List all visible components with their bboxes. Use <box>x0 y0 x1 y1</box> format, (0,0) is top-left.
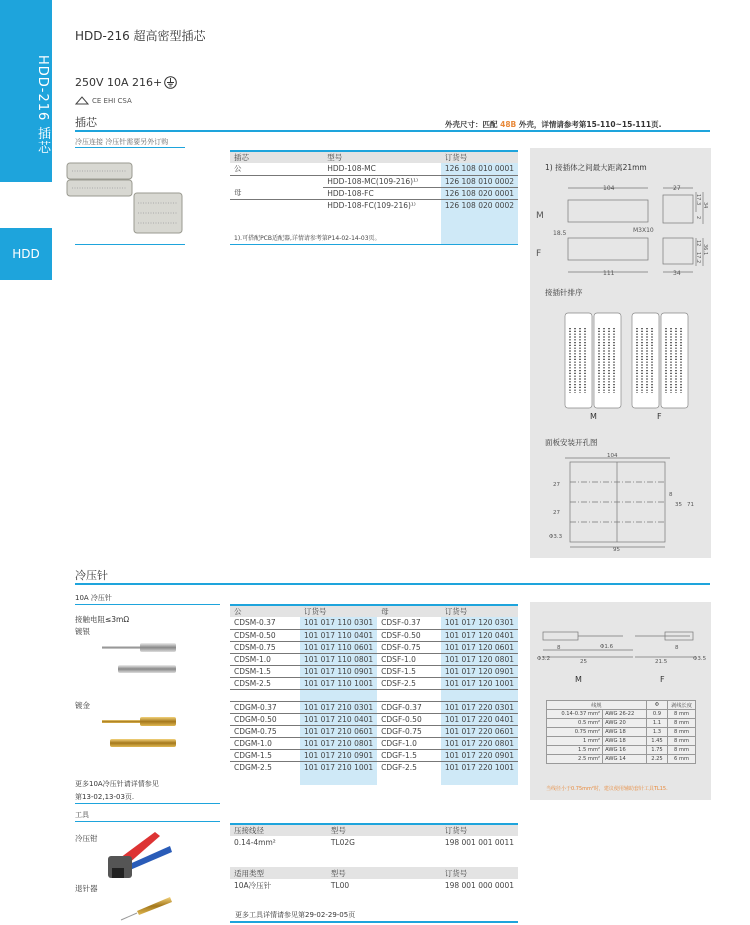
table-row <box>547 755 696 764</box>
order-number: 101 017 110 0901 <box>300 665 377 677</box>
dim-label: 34 <box>673 270 681 277</box>
table-row <box>547 746 696 755</box>
order-number: 101 017 210 1001 <box>300 761 377 773</box>
pin-f-label: F <box>657 412 662 421</box>
cell: 0.75 mm² <box>547 728 603 737</box>
col-header: Φ <box>646 701 667 710</box>
distance-note: 1) 接插体之间最大距离21mm <box>545 163 647 172</box>
dim-label: Φ3.2 <box>537 656 551 662</box>
dim-label: 25 <box>580 659 587 665</box>
cell: 0.9 <box>646 710 667 719</box>
pin-layout-title: 接插针排序 <box>545 288 583 297</box>
cell: 6 mm <box>668 755 696 764</box>
tools-heading: 工具 <box>75 811 89 819</box>
col-header: 压接线径 <box>230 824 327 836</box>
dim-label: 71 <box>687 502 694 508</box>
cell: 1.1 <box>646 719 667 728</box>
dim-label: 8 <box>557 645 561 651</box>
cell: AWG 16 <box>603 746 647 755</box>
table-row <box>547 719 696 728</box>
order-number: 101 017 120 0901 <box>441 665 518 677</box>
order-number: 101 017 210 0401 <box>300 713 377 725</box>
divider <box>75 821 220 822</box>
part-number: CDGF-1.0 <box>377 737 441 749</box>
divider <box>75 130 710 132</box>
table-row <box>230 737 518 749</box>
order-number: 101 017 220 0801 <box>441 737 518 749</box>
col-header: 型号 <box>327 867 441 879</box>
gold-pin-image <box>100 714 180 754</box>
spec-line <box>75 76 177 89</box>
dim-label: 104 <box>603 185 615 192</box>
pins-subtitle: 10A 冷压针 <box>75 594 112 602</box>
cell: HDD-108-MC <box>323 163 441 175</box>
table-row <box>230 629 518 641</box>
dim-label: 8 <box>675 645 679 651</box>
part-number: CDSM-0.50 <box>230 629 300 641</box>
dim-label: 12 <box>695 240 701 247</box>
part-number: CDGM-1.5 <box>230 749 300 761</box>
insert-subtitle: 冷压连接 冷压针需要另外订购 <box>75 138 169 146</box>
cell: 1.3 <box>646 728 667 737</box>
cell: 8 mm <box>668 746 696 755</box>
table-row <box>230 701 518 713</box>
cell: 1 mm² <box>547 737 603 746</box>
divider <box>230 921 518 923</box>
contact-resistance: 接触电阻≤3mΩ <box>75 615 130 624</box>
divider <box>230 244 518 245</box>
order-number: 101 017 120 0401 <box>441 629 518 641</box>
cell: AWG 18 <box>603 728 647 737</box>
part-number: CDSF-0.75 <box>377 641 441 653</box>
col-header: 型号 <box>327 824 441 836</box>
table-row <box>230 175 518 187</box>
table-row <box>230 677 518 689</box>
dim-label: 27 <box>673 185 681 192</box>
table-row <box>230 163 518 175</box>
extraction-tool-label: 退针器 <box>75 884 98 893</box>
cell: 0.5 mm² <box>547 719 603 728</box>
panel-cutout-title: 面板安装开孔图 <box>545 438 598 447</box>
dimension-drawing <box>533 180 711 280</box>
dim-label: 21.5 <box>655 659 668 665</box>
silver-label: 镀银 <box>75 627 90 636</box>
table-row <box>230 641 518 653</box>
cell: 2.5 mm² <box>547 755 603 764</box>
dim-label: 104 <box>607 453 618 459</box>
col-header: 型号 <box>323 151 441 163</box>
cell: HDD-108-FC(109-216)¹⁾ <box>327 200 416 210</box>
housing-link[interactable]: 48B <box>500 120 517 129</box>
more-pins-note[interactable]: 更多10A冷压针请详情参见 <box>75 780 159 788</box>
part-number: CDGM-0.37 <box>230 701 300 713</box>
order-number: 101 017 110 0801 <box>300 653 377 665</box>
part-number: CDSF-2.5 <box>377 677 441 689</box>
insert-heading: 插芯 <box>75 116 97 129</box>
dim-label: 8 <box>669 492 673 498</box>
dim-label: Φ3.3 <box>549 534 563 540</box>
part-number: CDSM-1.5 <box>230 665 300 677</box>
col-header: 线规 <box>547 701 647 710</box>
dim-label: 95 <box>613 547 620 552</box>
cell: 8 mm <box>668 710 696 719</box>
dim-label: 2 <box>695 216 701 220</box>
col-header: 母 <box>377 605 441 617</box>
order-number: 101 017 220 0401 <box>441 713 518 725</box>
cell: 8 mm <box>668 737 696 746</box>
ground-icon <box>164 76 177 89</box>
part-number: CDGF-2.5 <box>381 762 417 772</box>
part-number: CDGM-0.50 <box>230 713 300 725</box>
cell: AWG 14 <box>603 755 647 764</box>
order-number: 101 017 110 0401 <box>300 629 377 641</box>
order-number: 101 017 120 0601 <box>441 641 518 653</box>
housing-note-text: 外壳尺寸：匹配 <box>445 120 501 129</box>
housing-note-text-2: 外壳，详情请参考第15-110~15-111页. <box>516 120 662 129</box>
order-number: 126 108 010 0001 <box>441 163 518 175</box>
crimp-tool-label: 冷压钳 <box>75 834 98 843</box>
more-pins-pages: 第13-02,13-03页. <box>75 793 135 801</box>
cell: 10A冷压针 <box>234 880 272 890</box>
cell: 1.5 mm² <box>547 746 603 755</box>
part-number: CDSM-2.5 <box>230 677 300 689</box>
part-number: CDGM-2.5 <box>234 762 272 772</box>
cell: HDD-108-MC(109-216)¹⁾ <box>323 175 441 187</box>
part-number: CDSM-1.0 <box>230 653 300 665</box>
cell: AWG 18 <box>603 737 647 746</box>
dim-label: 18.5 <box>553 230 567 237</box>
table-row <box>230 665 518 677</box>
order-number: 198 001 001 0011 <box>444 837 514 847</box>
part-number: CDSF-0.50 <box>377 629 441 641</box>
table-row <box>230 653 518 665</box>
order-number: 101 017 110 1001 <box>300 677 377 689</box>
pin-dimension-drawing <box>535 622 707 672</box>
order-number: 101 017 110 0301 <box>300 617 377 629</box>
order-number: 101 017 220 0901 <box>441 749 518 761</box>
part-number: CDGM-1.0 <box>230 737 300 749</box>
dim-label: Φ1.6 <box>600 644 614 650</box>
page-title: HDD-216 超高密型插芯 <box>75 29 206 43</box>
part-number: CDGM-0.75 <box>230 725 300 737</box>
cert-marks <box>75 96 132 105</box>
footnote: 1).可搭配PCB适配器,详情请参考第P14-02-14-03页。 <box>234 235 381 242</box>
table-row <box>230 749 518 761</box>
dim-label: 17.3 <box>695 194 701 206</box>
extraction-tool-image <box>115 893 175 923</box>
order-number: 101 017 210 0801 <box>300 737 377 749</box>
col-header: 适用类型 <box>230 867 327 879</box>
order-number <box>441 689 518 701</box>
divider <box>75 244 185 245</box>
panel-cutout-drawing <box>545 452 705 552</box>
table-row <box>230 713 518 725</box>
crimp-tool-table <box>230 823 518 848</box>
part-number: CDGF-1.5 <box>377 749 441 761</box>
order-number: 101 017 120 1001 <box>441 677 518 689</box>
cell: 0.14-0.37 mm² <box>547 710 603 719</box>
spacer-row <box>230 773 518 785</box>
order-number: 101 017 120 0801 <box>441 653 518 665</box>
sidebar-tab-hdd[interactable]: HDD <box>0 228 52 280</box>
cell: HDD-108-FC <box>323 187 441 199</box>
order-number: 101 017 210 0601 <box>300 725 377 737</box>
col-header: 订货号 <box>441 824 518 836</box>
cell: 母 <box>230 187 323 199</box>
cell: 2.25 <box>646 755 667 764</box>
dim-label: 36.1 <box>702 244 708 256</box>
order-number: 126 108 010 0002 <box>441 175 518 187</box>
insert-table <box>230 150 518 244</box>
part-number: CDSF-0.37 <box>377 617 441 629</box>
dim-label: M3X10 <box>633 227 654 234</box>
order-number: 126 108 020 0002 <box>441 199 518 211</box>
col-header: 订货号 <box>441 867 518 879</box>
wire-warning: 当线径小于0.75mm²时，建议使用辅助套针工具TL15. <box>546 786 668 792</box>
divider <box>75 803 220 804</box>
silver-pin-image <box>100 640 180 680</box>
order-number: 101 017 210 0901 <box>300 749 377 761</box>
f-label: F <box>536 249 542 259</box>
insert-product-image <box>62 158 187 238</box>
wire-gauge-table <box>546 700 696 764</box>
divider <box>75 583 710 585</box>
cell: 公 <box>230 163 323 175</box>
dim-label: 35 <box>675 502 682 508</box>
crimp-tool-image <box>100 828 175 883</box>
cell: AWG 20 <box>603 719 647 728</box>
part-number: CDGF-0.75 <box>377 725 441 737</box>
col-header: 订货号 <box>441 151 518 163</box>
sidebar-section-label: HDD-216 插芯 <box>35 55 50 155</box>
table-row <box>547 728 696 737</box>
table-row <box>230 761 518 773</box>
gold-label: 镀金 <box>75 701 90 710</box>
table-row <box>547 710 696 719</box>
part-number: CDGF-0.37 <box>377 701 441 713</box>
col-header: 公 <box>230 605 300 617</box>
order-number: 101 017 120 0301 <box>441 617 518 629</box>
order-number: 101 017 220 1001 <box>441 761 518 773</box>
col-header: 插芯 <box>230 151 323 163</box>
vde-icon <box>75 96 89 105</box>
extraction-tool-table <box>230 867 518 891</box>
cell: 0.14-4mm² <box>234 837 276 847</box>
table-row <box>547 737 696 746</box>
part-number: CDSF-1.5 <box>377 665 441 677</box>
divider <box>75 147 185 148</box>
divider <box>75 604 220 605</box>
col-header: 订货号 <box>441 605 518 617</box>
order-number: 101 017 110 0601 <box>300 641 377 653</box>
cert-text: CE EHI CSA <box>92 96 132 105</box>
more-tools-note[interactable]: 更多工具详情请参见第29-02-29-05页 <box>235 911 356 919</box>
dim-label: Φ3.5 <box>693 656 707 662</box>
part-number: CDSF-1.0 <box>377 653 441 665</box>
part-number: CDSM-0.37 <box>230 617 300 629</box>
order-number: 101 017 220 0601 <box>441 725 518 737</box>
pin-m-label: M <box>575 675 582 684</box>
pin-m-label: M <box>590 412 597 421</box>
part-number: CDSM-0.75 <box>230 641 300 653</box>
dim-label: 34 <box>702 202 708 209</box>
order-number: 101 017 210 0301 <box>300 701 377 713</box>
housing-note <box>445 119 661 130</box>
col-header: 订货号 <box>300 605 377 617</box>
dim-label: 17.2 <box>695 252 701 264</box>
cell: TL00 <box>330 880 350 890</box>
dim-label: 27 <box>553 482 560 488</box>
cell: 8 mm <box>668 728 696 737</box>
pin-layout-drawing <box>560 310 700 410</box>
order-number: 126 108 020 0001 <box>441 187 518 199</box>
spec-text: 250V 10A 216+ <box>75 76 163 89</box>
dim-label: 27 <box>553 510 560 516</box>
order-number: 101 017 220 0301 <box>441 701 518 713</box>
pin-f-label: F <box>660 675 665 684</box>
part-number: CDGF-0.50 <box>377 713 441 725</box>
order-number <box>300 689 377 701</box>
table-row <box>230 199 518 211</box>
dim-label: 111 <box>603 270 615 277</box>
table-row <box>230 689 518 701</box>
part-number <box>230 689 300 701</box>
part-number <box>377 689 441 701</box>
table-row <box>230 187 518 199</box>
table-row <box>230 725 518 737</box>
cell: AWG 26-22 <box>603 710 647 719</box>
col-header: 剥线长度 <box>668 701 696 710</box>
table-row <box>230 879 518 891</box>
cell: 1.45 <box>646 737 667 746</box>
cell: 1.75 <box>646 746 667 755</box>
order-number: 198 001 000 0001 <box>444 880 514 890</box>
table-row <box>230 617 518 629</box>
cell: TL02G <box>330 837 355 847</box>
m-label: M <box>536 211 544 221</box>
pins-heading: 冷压针 <box>75 569 108 582</box>
table-row <box>230 836 518 848</box>
cell: 8 mm <box>668 719 696 728</box>
pins-table <box>230 604 518 785</box>
